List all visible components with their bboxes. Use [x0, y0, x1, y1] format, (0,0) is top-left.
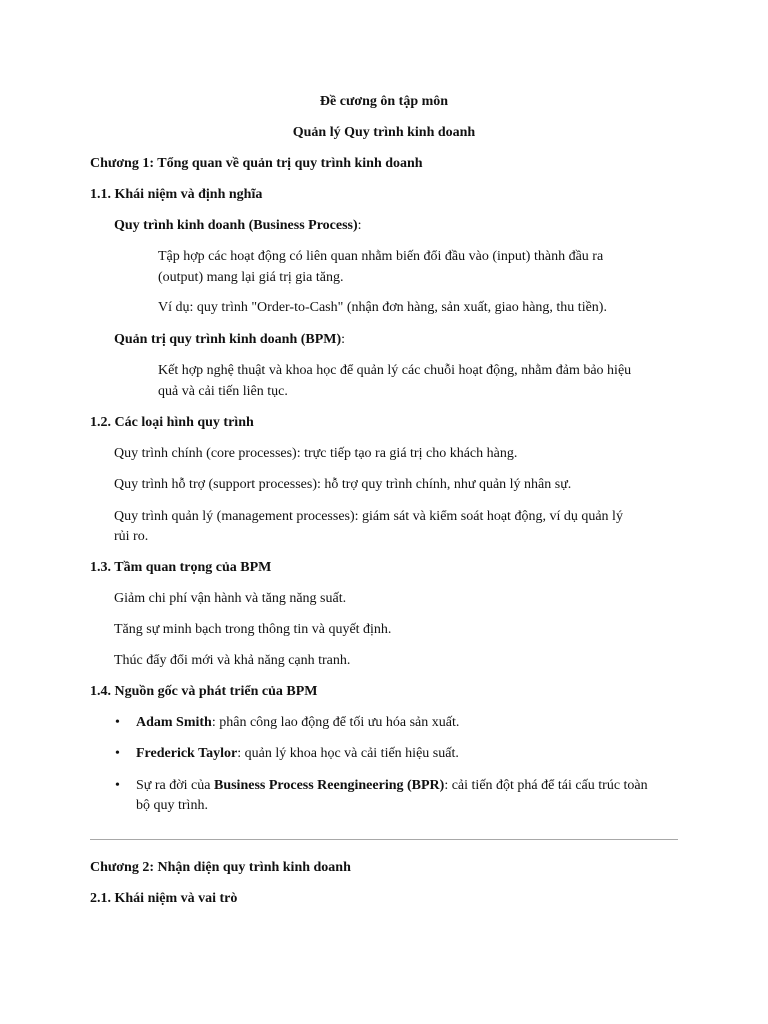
section-2-1-heading: 2.1. Khái niệm và vai trò [90, 891, 238, 906]
bpr-text: : cải tiến đột phá để tái cấu trúc toàn [444, 778, 648, 793]
management-processes-line-2: rủi ro. [114, 529, 149, 544]
bpm-colon: : [341, 332, 346, 347]
business-process-definition-line-1: Tập hợp các hoạt động có liên quan nhằm biến đổi đầu vào (input) thành đầu ra [158, 249, 604, 264]
origin-item-adam-smith [136, 713, 459, 733]
business-process-example: Ví dụ: quy trình "Order-to-Cash" (nhận đơn hàng, sản xuất, giao hàng, thu tiền). [158, 300, 607, 315]
bullet-icon: • [115, 715, 120, 730]
bpr-text-line-2: bộ quy trình. [136, 798, 208, 813]
business-process-term: Quy trình kinh doanh (Business Process) [114, 218, 358, 233]
frederick-taylor-text: : quản lý khoa học và cải tiến hiệu suất. [237, 746, 459, 761]
bpm-importance-item-1: Giảm chi phí vận hành và tăng năng suất. [114, 591, 347, 606]
bullet-icon: • [115, 778, 120, 793]
management-processes-line-1: Quy trình quản lý (management processes): giám sát và kiểm soát hoạt động, ví dụ quản lý [114, 509, 623, 524]
bullet-icon: • [115, 746, 120, 761]
section-1-4-heading: 1.4. Nguồn gốc và phát triển của BPM [90, 684, 318, 699]
business-process-colon: : [357, 218, 362, 233]
section-1-3-heading: 1.3. Tầm quan trọng của BPM [90, 560, 272, 575]
bpm-importance-item-2: Tăng sự minh bạch trong thông tin và quyết định. [114, 622, 392, 637]
frederick-taylor-name: Frederick Taylor [136, 746, 238, 761]
chapter-1-heading: Chương 1: Tổng quan về quản trị quy trình kinh doanh [90, 156, 423, 171]
bpm-definition-line-2: quả và cải tiến liên tục. [158, 384, 288, 399]
bpr-name: Business Process Reengineering (BPR) [213, 778, 445, 793]
adam-smith-name: Adam Smith [136, 715, 212, 730]
bpr-prefix: Sự ra đời của [136, 778, 214, 793]
bpm-importance-item-3: Thúc đẩy đổi mới và khả năng cạnh tranh. [114, 653, 351, 668]
bpm-definition-line-1: Kết hợp nghệ thuật và khoa học để quản lý các chuỗi hoạt động, nhằm đảm bảo hiệu [158, 363, 632, 378]
core-processes-item: Quy trình chính (core processes): trực tiếp tạo ra giá trị cho khách hàng. [114, 446, 518, 461]
bpm-term: Quản trị quy trình kinh doanh (BPM) [114, 332, 342, 347]
support-processes-item: Quy trình hỗ trợ (support processes): hỗ trợ quy trình chính, như quản lý nhân sự. [114, 477, 572, 492]
adam-smith-text: : phân công lao động để tối ưu hóa sản xuất. [211, 715, 460, 730]
business-process-term-line [114, 216, 362, 236]
section-1-1-heading: 1.1. Khái niệm và định nghĩa [90, 187, 263, 202]
document-subtitle: Quản lý Quy trình kinh doanh [292, 125, 476, 140]
origin-item-bpr [136, 776, 648, 796]
business-process-definition-line-2: (output) mang lại giá trị gia tăng. [158, 270, 344, 285]
section-divider [90, 839, 678, 840]
bpm-term-line [114, 330, 345, 350]
origin-item-frederick-taylor [136, 744, 459, 764]
section-1-2-heading: 1.2. Các loại hình quy trình [90, 415, 254, 430]
document-title: Đề cương ôn tập môn [319, 94, 449, 109]
chapter-2-heading: Chương 2: Nhận diện quy trình kinh doanh [90, 860, 351, 875]
